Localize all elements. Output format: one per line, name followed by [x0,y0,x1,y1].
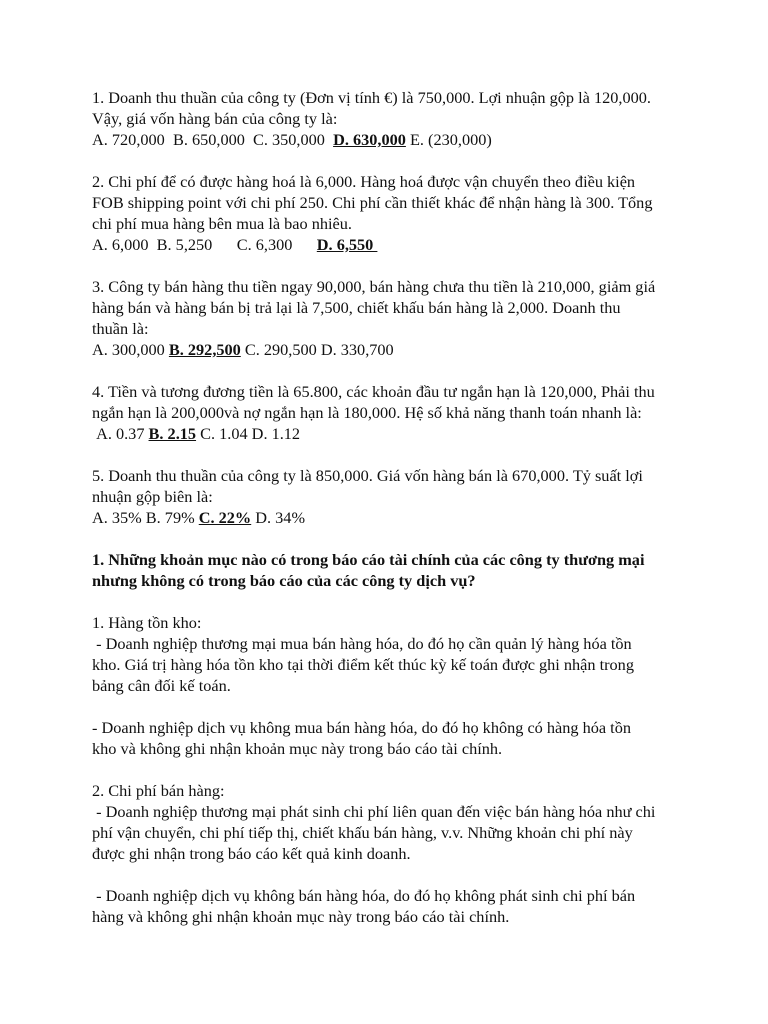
question-2-answer: D. 6,550 [316,235,378,254]
section-inventory-para2-line1: - Doanh nghiệp dịch vụ không mua bán hàng hóa, do đó họ không có hàng hóa tồn [92,718,631,737]
question-4-text-line-2: ngắn hạn là 200,000và nợ ngắn hạn là 180,000. Hệ số khả năng thanh toán nhanh là: [92,403,642,422]
question-4-options [92,423,708,444]
essay-heading-line-2: nhưng không có trong báo cáo của các công ty dịch vụ? [92,571,476,590]
question-3-answer: B. 292,500 [168,340,241,359]
section-inventory-title: 1. Hàng tồn kho: [92,613,202,632]
section-selling-expenses-para2-line1: - Doanh nghiệp dịch vụ không bán hàng hóa, do đó họ không phát sinh chi phí bán [92,886,636,905]
section-selling-expenses-para2-line2: hàng và không ghi nhận khoản mục này trong báo cáo tài chính. [92,907,510,926]
question-5 [92,465,708,528]
question-3-options-after: C. 290,500 D. 330,700 [240,340,394,359]
question-2-text-line-2: FOB shipping point với chi phí 250. Chi phí cần thiết khác để nhận hàng là 300. Tổng [92,193,653,212]
question-5-options-after: D. 34% [251,508,306,527]
question-2-options-before: A. 6,000 B. 5,250 C. 6,300 [92,235,317,254]
question-5-text-line-2: nhuận gộp biên là: [92,487,213,506]
section-selling-expenses-para1-line1: - Doanh nghiệp thương mại phát sinh chi phí liên quan đến việc bán hàng hóa như chi [92,802,656,821]
essay-heading [92,549,708,591]
question-1-text-line-1: 1. Doanh thu thuần của công ty (Đơn vị tính €) là 750,000. Lợi nhuận gộp là 120,000. [92,88,651,107]
section-inventory-para1-line2: kho. Giá trị hàng hóa tồn kho tại thời điểm kết thúc kỳ kế toán được ghi nhận trong [92,655,634,674]
section-inventory [92,612,708,759]
section-selling-expenses-title: 2. Chi phí bán hàng: [92,781,225,800]
question-5-text-line-1: 5. Doanh thu thuần của công ty là 850,000. Giá vốn hàng bán là 670,000. Tỷ suất lợi [92,466,643,485]
question-3-text-line-2: hàng bán và hàng bán bị trả lại là 7,500, chiết khấu bán hàng là 2,000. Doanh thu [92,298,621,317]
section-selling-expenses-para1-line2: phí vận chuyển, chi phí tiếp thị, chiết khấu bán hàng, v.v. Những khoản chi phí này [92,823,633,842]
essay-heading-line-1: 1. Những khoản mục nào có trong báo cáo tài chính của các công ty thương mại [92,550,645,569]
question-4-options-after: C. 1.04 D. 1.12 [196,424,301,443]
question-3-options-before: A. 300,000 [92,340,169,359]
section-inventory-para1-line1: - Doanh nghiệp thương mại mua bán hàng hóa, do đó họ cần quản lý hàng hóa tồn [92,634,632,653]
question-4-options-before: A. 0.37 [92,424,149,443]
question-3-text-line-1: 3. Công ty bán hàng thu tiền ngay 90,000, bán hàng chưa thu tiền là 210,000, giảm giá [92,277,656,296]
question-2 [92,171,708,255]
question-1-options-before: A. 720,000 B. 650,000 C. 350,000 [92,130,334,149]
question-4-text-line-1: 4. Tiền và tương đương tiền là 65.800, các khoản đầu tư ngắn hạn là 120,000, Phải thu [92,382,655,401]
question-3-text-line-3: thuần là: [92,319,149,338]
question-2-text-line-3: chi phí mua hàng bên mua là bao nhiêu. [92,214,352,233]
question-5-options-before: A. 35% B. 79% [92,508,199,527]
question-2-text-line-1: 2. Chi phí để có được hàng hoá là 6,000. Hàng hoá được vận chuyển theo điều kiện [92,172,636,191]
question-1-options-after: E. (230,000) [405,130,492,149]
question-2-options [92,234,708,255]
question-1 [92,87,708,150]
question-5-answer: C. 22% [198,508,252,527]
question-1-text-line-2: Vậy, giá vốn hàng bán của công ty là: [92,109,338,128]
question-4 [92,381,708,444]
section-inventory-para1-line3: bảng cân đối kế toán. [92,676,231,695]
section-inventory-para2-line2: kho và không ghi nhận khoản mục này trong báo cáo tài chính. [92,739,503,758]
question-3-options [92,339,708,360]
question-4-answer: B. 2.15 [148,424,197,443]
question-1-answer: D. 630,000 [333,130,406,149]
section-selling-expenses-para1-line3: được ghi nhận trong báo cáo kết quả kinh doanh. [92,844,411,863]
question-3 [92,276,708,360]
section-selling-expenses [92,780,708,927]
question-1-options [92,129,708,150]
question-5-options [92,507,708,528]
